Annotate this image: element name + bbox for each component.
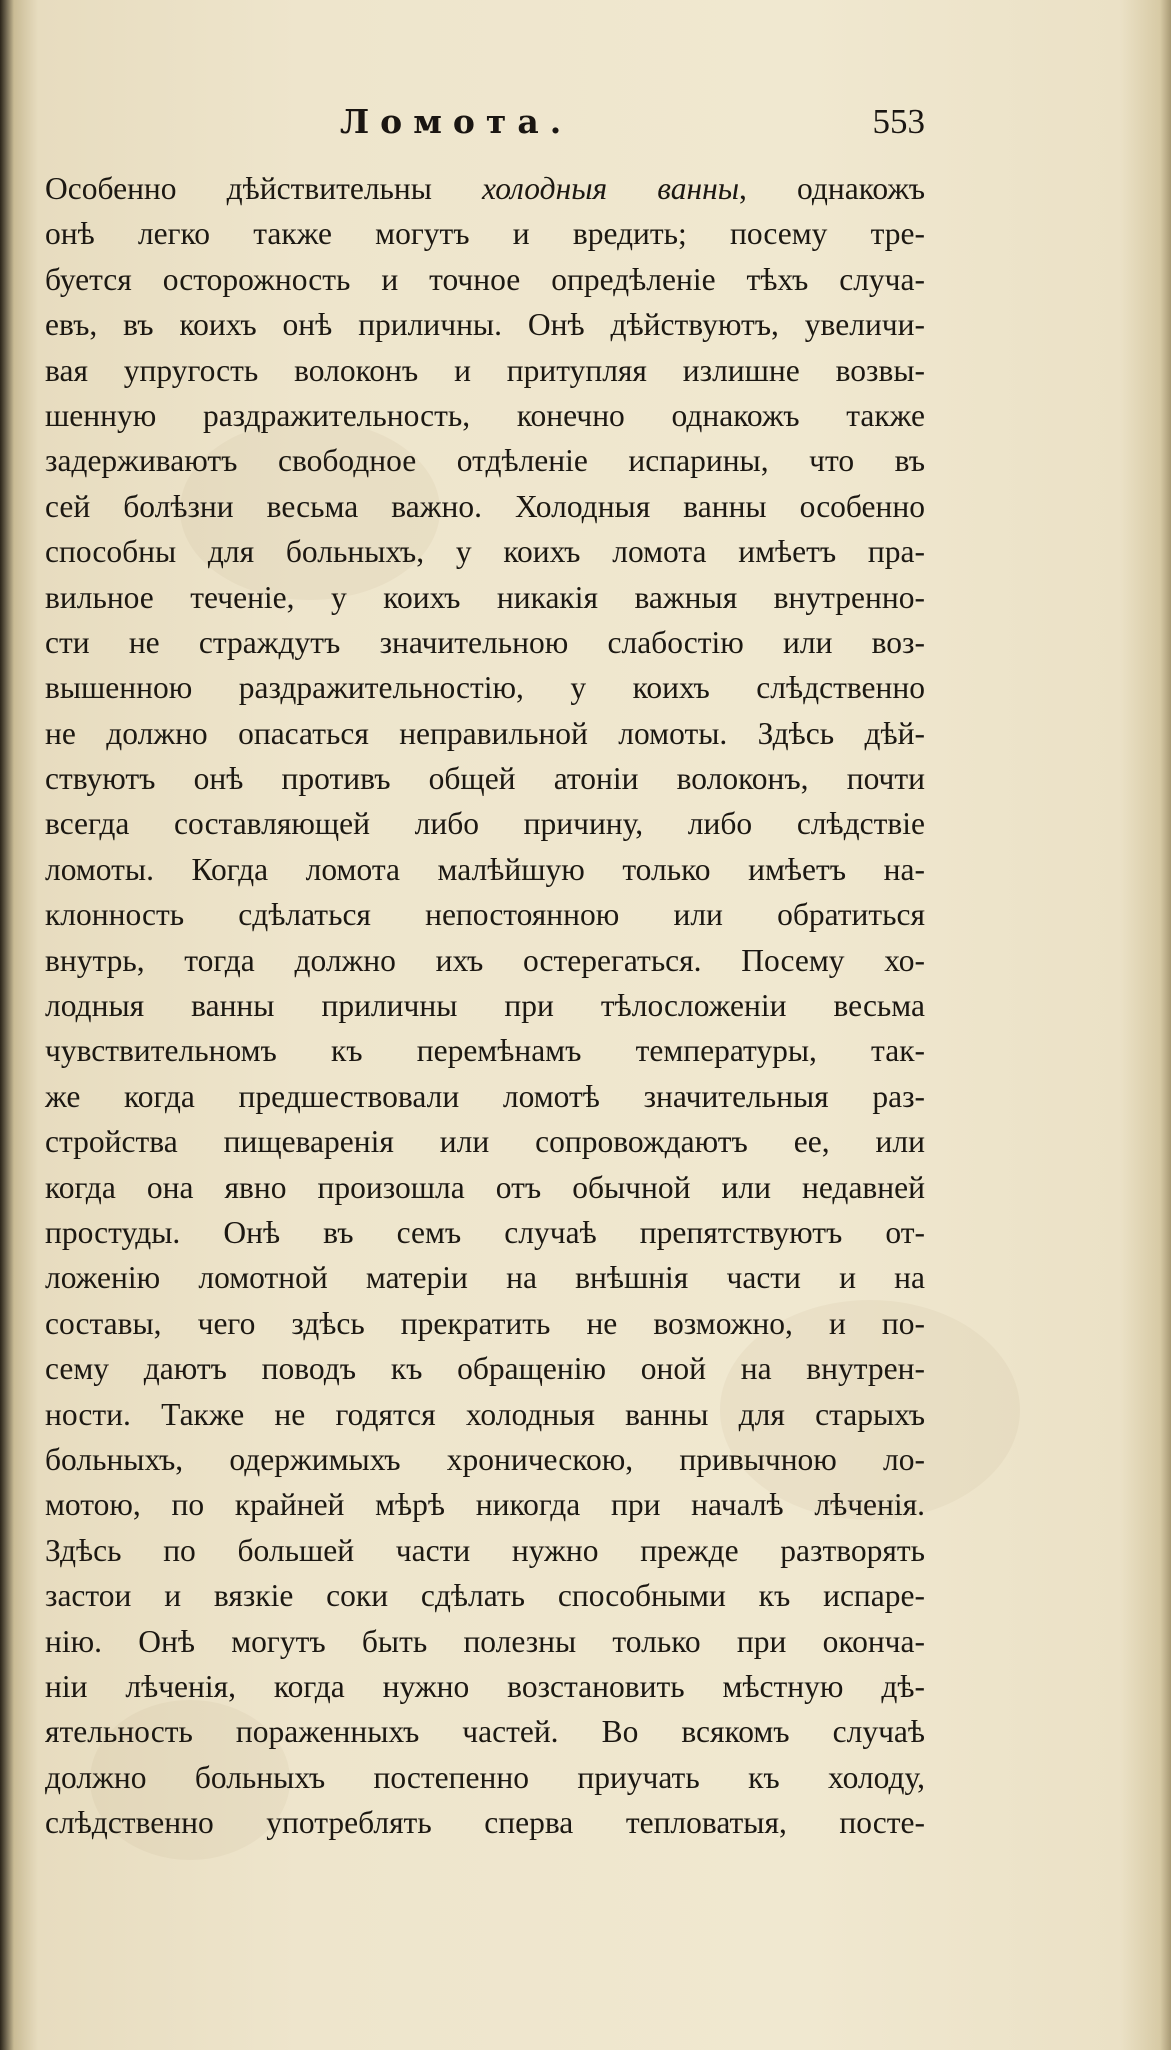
text-line-last: слѣдственно употреблять сперва тепловатыя, посте- (45, 1805, 925, 1841)
text-line: ятельность пораженныхъ частей. Во всякомъ случаѣ (45, 1714, 925, 1750)
text-segment: , однакожъ (739, 171, 926, 206)
text-line: застои и вязкіе соки сдѣлать способными къ испаре- (45, 1578, 925, 1614)
text-line: шенную раздражительность, конечно однакожъ также (45, 397, 925, 433)
text-line: чувствительномъ къ перемѣнамъ температуры, так- (45, 1033, 925, 1069)
text-line: способны для больныхъ, у коихъ ломота имѣетъ пра- (45, 534, 925, 570)
text-line: больныхъ, одержимыхъ хроническою, привычною ло- (45, 1441, 925, 1477)
text-line: ствуютъ онѣ противъ общей атоніи волоконъ, почти (45, 761, 925, 797)
text-line: лодныя ванны приличны при тѣлосложеніи весьма (45, 988, 925, 1024)
text-line: ложенію ломотной матеріи на внѣшнія части и на (45, 1260, 925, 1296)
text-line: когда она явно произошла отъ обычной или недавней (45, 1169, 925, 1205)
running-title: Ломота. (340, 102, 573, 141)
text-line: стройства пищеваренія или сопровождаютъ ее, или (45, 1124, 925, 1160)
text-line: внутрь, тогда должно ихъ остерегаться. Посему хо- (45, 942, 925, 978)
text-line: клонность сдѣлаться непостоянною или обратиться (45, 897, 925, 933)
text-line: всегда составляющей либо причину, либо слѣдствіе (45, 806, 925, 842)
body-text (45, 166, 925, 1845)
text-line: не должно опасаться неправильной ломоты. Здѣсь дѣй- (45, 715, 925, 751)
italic-phrase: холодныя ванны (482, 171, 740, 206)
text-segment: Особенно дѣйствительны (45, 171, 483, 206)
text-line: должно больныхъ постепенно приучать къ холоду, (45, 1759, 925, 1795)
text-line: сей болѣзни весьма важно. Холодныя ванны особенно (45, 488, 925, 524)
text-line: задерживаютъ свободное отдѣленіе испарины, что въ (45, 443, 925, 479)
text-line: же когда предшествовали ломотѣ значительныя раз- (45, 1078, 925, 1114)
text-line: вая упругость волоконъ и притупляя излишне возвы- (45, 352, 925, 388)
text-line-first (45, 166, 925, 211)
page-number: 553 (872, 102, 925, 141)
text-line: онѣ легко также могутъ и вредить; посему тре- (45, 216, 925, 252)
text-line: ломоты. Когда ломота малѣйшую только имѣетъ на- (45, 851, 925, 887)
text-line: сти не страждутъ значительною слабостію или воз- (45, 624, 925, 660)
text-line: сему даютъ поводъ къ обращенію оной на внутрен- (45, 1351, 925, 1387)
text-line: нію. Онѣ могутъ быть полезны только при оконча- (45, 1623, 925, 1659)
text-line: буется осторожность и точное опредѣленіе тѣхъ случа- (45, 261, 925, 297)
text-line: вильное теченіе, у коихъ никакія важныя внутренно- (45, 579, 925, 615)
text-line: составы, чего здѣсь прекратить не возможно, и по- (45, 1305, 925, 1341)
text-line: простуды. Онѣ въ семъ случаѣ препятствуютъ от- (45, 1214, 925, 1250)
text-line: ніи лѣченія, когда нужно возстановить мѣстную дѣ- (45, 1668, 925, 1704)
running-head (45, 102, 925, 152)
text-line: ности. Также не годятся холодныя ванны для старыхъ (45, 1396, 925, 1432)
text-line: вышенною раздражительностію, у коихъ слѣдственно (45, 670, 925, 706)
text-line: евъ, въ коихъ онѣ приличны. Онѣ дѣйствуютъ, увеличи- (45, 307, 925, 343)
text-line: Здѣсь по большей части нужно прежде разтворять (45, 1532, 925, 1568)
text-line: мотою, по крайней мѣрѣ никогда при началѣ лѣченія. (45, 1487, 925, 1523)
